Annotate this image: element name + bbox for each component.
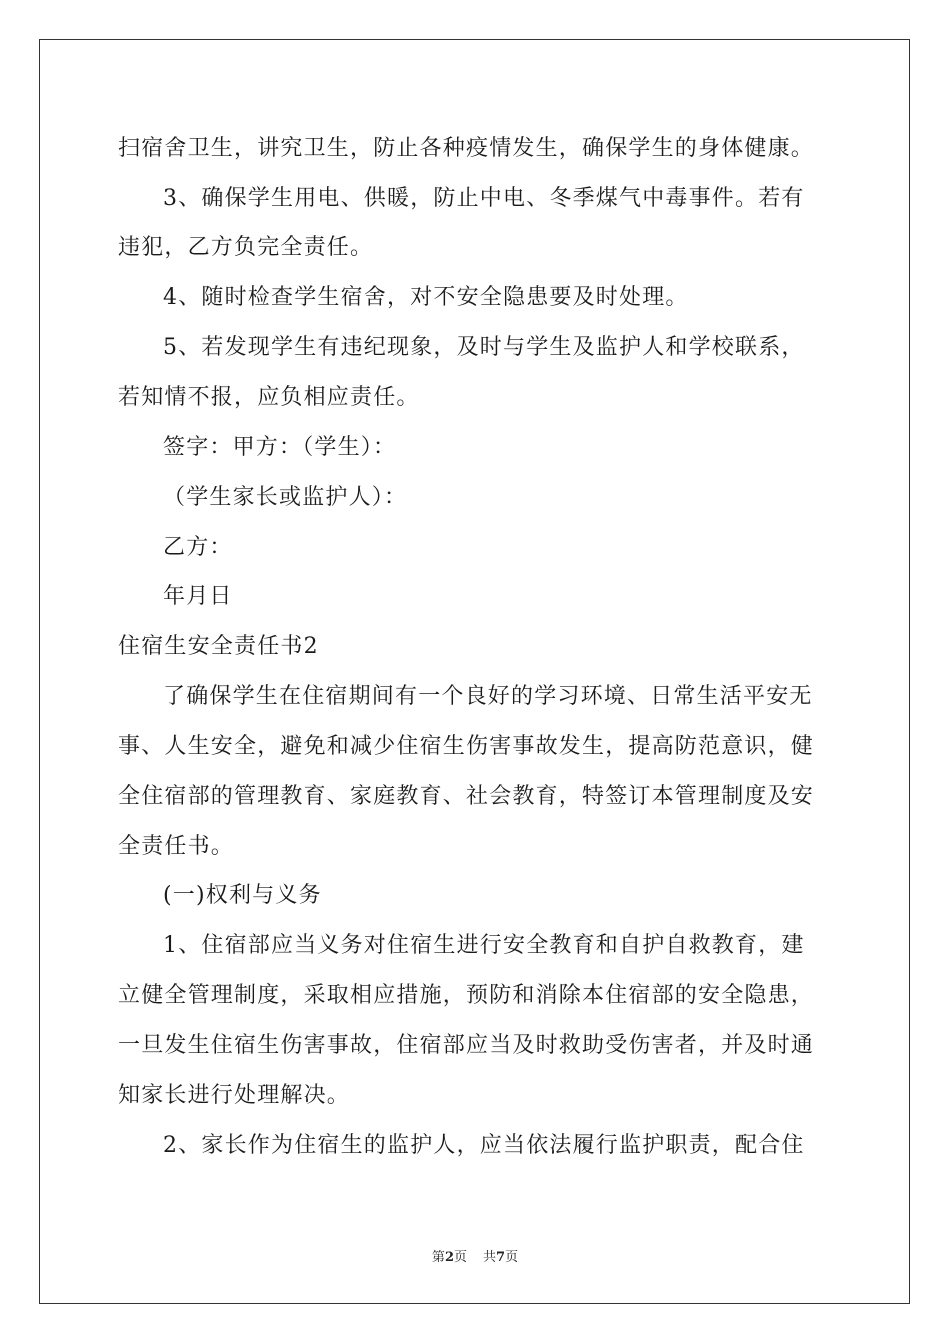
footer-total-suffix: 页 bbox=[505, 1250, 519, 1265]
text-line-21: 2、家长作为住宿生的监护人，应当依法履行监护职责，配合住 bbox=[163, 1133, 805, 1158]
text-line-8: （学生家长或监护人）： bbox=[163, 485, 408, 510]
text-line-12: 了确保学生在住宿期间有一个良好的学习环境、日常生活平安无 bbox=[163, 684, 813, 709]
page-border bbox=[39, 39, 910, 1304]
text-line-2: 3、确保学生用电、供暖，防止中电、冬季煤气中毒事件。若有 bbox=[163, 186, 805, 211]
text-line-3: 违犯，乙方负完全责任。 bbox=[118, 235, 374, 260]
text-line-13: 事、人生安全，避免和减少住宿生伤害事故发生，提高防范意识，健 bbox=[118, 734, 815, 759]
text-line-18: 立健全管理制度，采取相应措施，预防和消除本住宿部的安全隐患， bbox=[118, 983, 815, 1008]
text-line-6: 若知情不报，应负相应责任。 bbox=[118, 385, 420, 410]
text-line-15: 全责任书。 bbox=[118, 834, 235, 859]
text-line-19: 一旦发生住宿生伤害事故，住宿部应当及时救助受伤害者，并及时通 bbox=[118, 1033, 815, 1058]
text-line-14: 全住宿部的管理教育、家庭教育、社会教育，特签订本管理制度及安 bbox=[118, 784, 815, 809]
footer-page-total: 7 bbox=[496, 1250, 506, 1265]
text-line-1: 扫宿舍卫生，讲究卫生，防止各种疫情发生，确保学生的身体健康。 bbox=[118, 136, 815, 161]
page-footer bbox=[0, 1249, 950, 1267]
footer-page-prefix: 第 bbox=[431, 1250, 445, 1265]
text-line-17: 1、住宿部应当义务对住宿生进行安全教育和自护自救教育，建 bbox=[163, 933, 805, 958]
footer-page-current: 2 bbox=[444, 1250, 454, 1265]
text-line-10: 年月日 bbox=[163, 584, 233, 609]
text-line-9: 乙方： bbox=[163, 535, 233, 560]
section-title: 住宿生安全责任书2 bbox=[118, 634, 319, 659]
text-line-4: 4、随时检查学生宿舍，对不安全隐患要及时处理。 bbox=[163, 285, 689, 310]
footer-total-prefix: 共 bbox=[483, 1250, 497, 1265]
subsection-title: (一)权利与义务 bbox=[163, 883, 322, 908]
text-line-20: 知家长进行处理解决。 bbox=[118, 1083, 351, 1108]
text-line-5: 5、若发现学生有违纪现象，及时与学生及监护人和学校联系， bbox=[163, 335, 805, 360]
text-line-7: 签字：甲方：（学生）： bbox=[163, 435, 397, 460]
footer-page-suffix: 页 bbox=[453, 1250, 467, 1265]
